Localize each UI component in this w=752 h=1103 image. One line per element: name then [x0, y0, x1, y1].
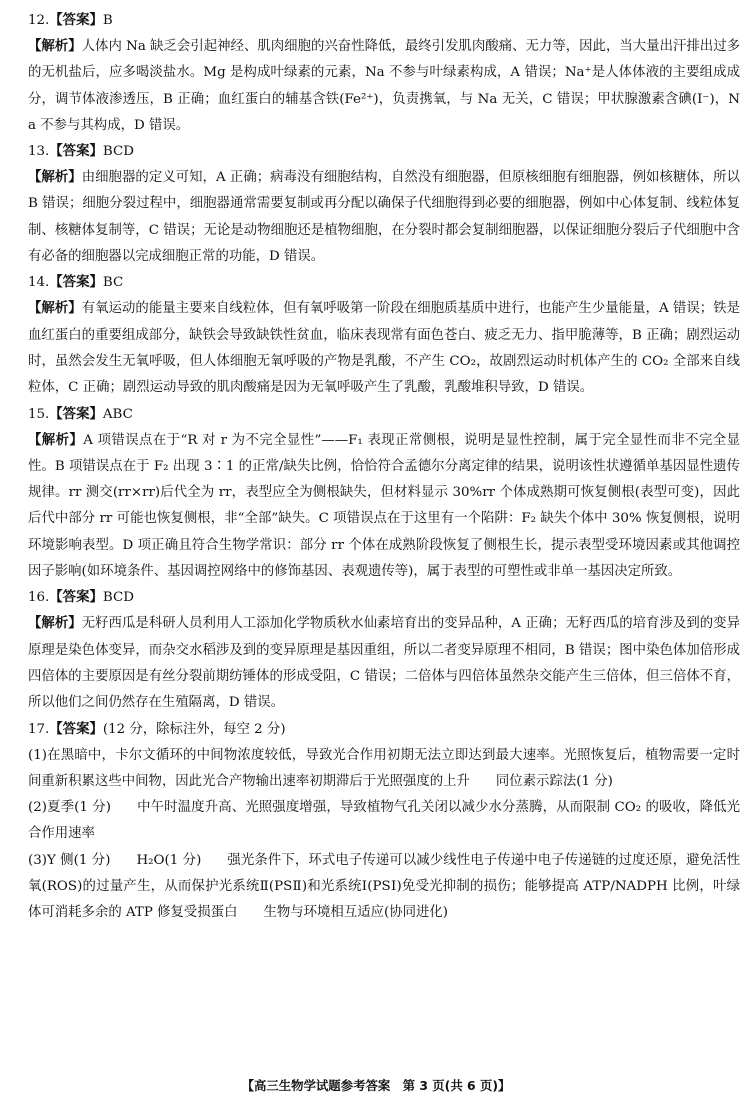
q15-explanation-text: A 项错误点在于“R 对 r 为不完全显性”——F₁ 表现正常侧根，说明是显性控制，属于完全显性而非不完全显性。B 项错误点在于 F₂ 出现 3∶1 的正常/缺失比例，恰恰符合孟德尔分离定律的结果，说明该性状遵循单基因显性遗传规律。rr 测交(rr×rr)后代全为 rr，表型应全为侧根缺失，但材料显示 30%rr 个体成熟期可恢复侧根(表型可变)，因此后代中部分 rr 可能也恢复侧根，非“全部”缺失。C 项错误点在于这里有一个陷阱：F₂ 缺失个体中 30% 恢复侧根，说明环境影响表型。D 项正确且符合生物学常识：部分 rr 个体在成熟阶段恢复了侧根生长，提示表型受环境因素或其他调控因子影响(如环境条件、基因调控网络中的修饰基因、表观遗传等)，属于表型的可塑性或非单一基因决定所致。 [28, 432, 740, 580]
q16-answer-value: BCD [102, 590, 134, 606]
q17-answer-line [28, 717, 740, 743]
q17-scoring-note: (12 分，除标注外，每空 2 分) [102, 721, 286, 737]
q16-explanation-tag: 【解析】 [28, 616, 82, 632]
q12-answer-value: B [102, 13, 113, 28]
q17-part3-text: 强光条件下，环式电子传递可以减少线性电子传递中电子传递链的过度还原，避免活性氧(ROS)的过量产生，从而保护光系统Ⅱ(PSⅡ)和光系统Ⅰ(PSⅠ)免受光抑制的损伤；能够提高 ATP/NADPH 比例，叶绿体可消耗多余的 ATP 修复受损蛋白 [28, 852, 741, 921]
q17-part3-answer-b: H₂O(1 分) [136, 852, 202, 868]
page-footer: 【高三生物学试题参考答案 第 3 页(共 6 页)】 [241, 1078, 511, 1093]
page-content [28, 8, 740, 927]
q15-answer-value: ABC [102, 406, 133, 422]
q14-number: 14. [28, 275, 50, 291]
q13-explanation-tag: 【解析】 [28, 170, 82, 186]
q16-explanation [28, 611, 740, 716]
q15-answer-tag: 【答案】 [49, 406, 103, 422]
q12-explanation-text: 人体内 Na 缺乏会引起神经、肌肉细胞的兴奋性降低，最终引发肌肉酸痛、无力等，因此，当大量出汗排出过多的无机盐后，应多喝淡盐水。Mg 是构成叶绿素的元素，Na 不参与叶绿素构成，A 错误；Na⁺是人体体液的主要组成成分，调节体液渗透压，B 正确；血红蛋白的辅基含铁(Fe²⁺)，负责携氧，与 Na 无关，C 错误；甲状腺激素含碘(I⁻)，Na 不参与其构成，D 错误。 [28, 39, 741, 133]
q17-answer-tag: 【答案】 [49, 721, 103, 737]
q17-part1 [28, 743, 740, 796]
q16-explanation-text: 无籽西瓜是科研人员利用人工添加化学物质秋水仙素培育出的变异品种，A 正确；无籽西瓜的培育涉及到的变异原理是染色体变异，而杂交水稻涉及到的变异原理是基因重组，所以二者变异原理不相同，B 错误；图中染色体加倍形成四倍体的主要原因是有丝分裂前期纺锤体的形成受阻，C 错误；二倍体与四倍体虽然杂交能产生三倍体，但三倍体不育，所以他们之间仍然存在生殖隔离，D 错误。 [28, 616, 740, 711]
q17-part2 [28, 795, 740, 848]
q14-explanation-text: 有氧运动的能量主要来自线粒体，但有氧呼吸第一阶段在细胞质基质中进行，也能产生少量能量，A 错误；铁是血红蛋白的重要组成部分，缺铁会导致缺铁性贫血，临床表现常有面色苍白、疲乏无力、指甲脆薄等，B 正确；剧烈运动时，虽然会发生无氧呼吸，但人体细胞无氧呼吸的产物是乳酸，不产生 CO₂，故剧烈运动时机体产生的 CO₂ 全部来自线粒体，C 正确；剧烈运动导致的肌肉酸痛是因为无氧呼吸产生了乳酸，乳酸堆积导致，D 错误。 [28, 301, 740, 396]
q15-answer-line [28, 402, 740, 428]
q17-part3 [28, 848, 740, 927]
q14-answer-value: BC [102, 275, 124, 291]
q13-number: 13. [28, 144, 50, 160]
q12-answer-line [28, 8, 740, 34]
q14-explanation-tag: 【解析】 [28, 301, 82, 317]
q14-explanation [28, 296, 740, 401]
q17-part2-answer: (2)夏季(1 分) [28, 800, 111, 816]
q17-number: 17. [28, 721, 50, 737]
q13-answer-value: BCD [102, 144, 134, 160]
q12-explanation-tag: 【解析】 [28, 39, 82, 54]
q12-explanation [28, 34, 740, 139]
q16-answer-line [28, 585, 740, 611]
q14-answer-tag: 【答案】 [49, 275, 103, 291]
q16-number: 16. [28, 590, 50, 606]
q13-answer-tag: 【答案】 [49, 144, 103, 160]
q13-answer-line [28, 139, 740, 165]
q17-part3-answer-a: (3)Y 侧(1 分) [28, 852, 111, 868]
q13-explanation-text: 由细胞器的定义可知，A 正确；病毒没有细胞结构，自然没有细胞器，但原核细胞有细胞器，例如核糖体，所以 B 错误；细胞分裂过程中，细胞器通常需要复制或再分配以确保子代细胞得到必要的细胞器，例如中心体复制、线粒体复制、核糖体复制等，C 错误；无论是动物细胞还是植物细胞，在分裂时都会复制细胞器，以保证细胞分裂后子代细胞中含有必备的细胞器以完成细胞正常的功能，D 错误。 [28, 170, 740, 265]
q17-part1-text: (1)在黑暗中，卡尔文循环的中间物浓度较低，导致光合作用初期无法立即达到最大速率。光照恢复后，植物需要一定时间重新积累这些中间物，因此光合产物输出速率初期滞后于光照强度的上升 [28, 747, 740, 789]
q17-part2-text: 中午时温度升高、光照强度增强，导致植物气孔关闭以减少水分蒸腾，从而限制 CO₂ 的吸收，降低光合作用速率 [28, 800, 740, 842]
q14-answer-line [28, 270, 740, 296]
q12-answer-tag: 【答案】 [49, 13, 103, 28]
q15-explanation [28, 428, 740, 586]
q17-part1-score: (1 分) [576, 773, 613, 789]
q16-answer-tag: 【答案】 [49, 590, 103, 606]
q13-explanation [28, 165, 740, 270]
q12-number: 12. [28, 13, 50, 28]
q15-explanation-tag: 【解析】 [28, 432, 84, 448]
q15-number: 15. [28, 406, 50, 422]
q17-part3-conclusion: 生物与环境相互适应(协同进化) [263, 905, 449, 921]
q17-part1-method: 同位素示踪法 [495, 773, 577, 789]
